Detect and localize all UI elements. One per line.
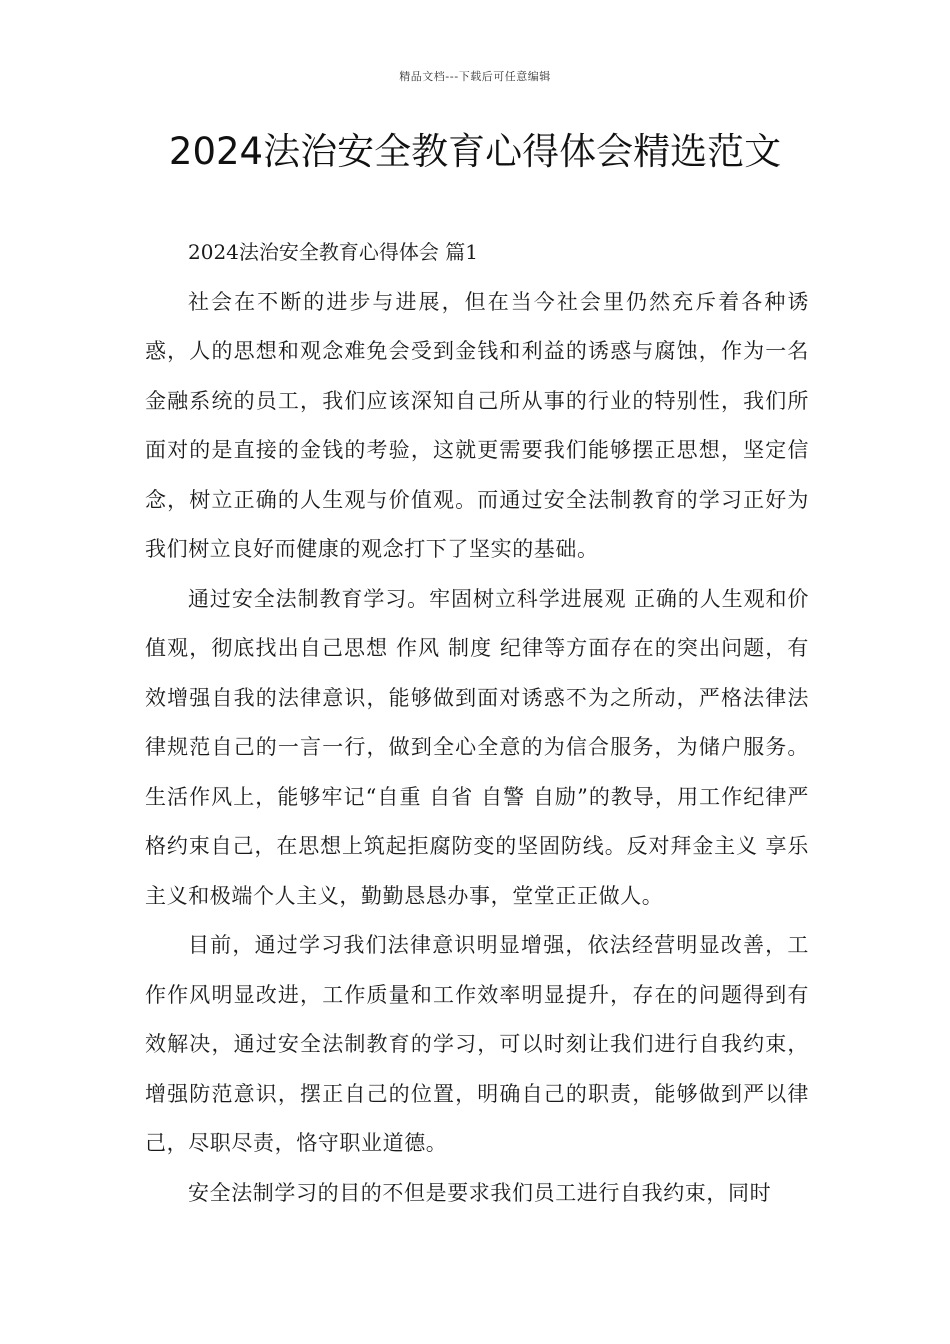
paragraph-4: 安全法制学习的目的不但是要求我们员工进行自我约束，同时: [188, 1180, 772, 1205]
paragraph-2: 通过安全法制教育学习。牢固树立科学进展观 正确的人生观和价值观，彻底找出自己思想 作风 制度 纪律等方面存在的突出问题，有效增强自我的法律意识，能够做到面对诱惑不为之所动，严格法律法律规范自己的一言一行，做到全心全意的为信合服务，为储户服务。生活作风上，能够牢记“自重 自省 自警 自励”的教导，用工作纪律严格约束自己，在思想上筑起拒腐防变的坚固防线。反对拜金主义 享乐主义和极端个人主义，勤勤恳恳办事，堂堂正正做人。: [145, 586, 809, 908]
header-note: 精品文档---下载后可任意编辑: [399, 70, 551, 83]
paragraph-3: 目前，通过学习我们法律意识明显增强，依法经营明显改善，工作作风明显改进，工作质量和工作效率明显提升，存在的问题得到有效解决，通过安全法制教育的学习，可以时刻让我们进行自我约束，增强防范意识，摆正自己的位置，明确自己的职责，能够做到严以律己，尽职尽责，恪守职业道德。: [145, 933, 809, 1155]
paragraph-1: 社会在不断的进步与进展，但在当今社会里仍然充斥着各种诱惑，人的思想和观念难免会受到金钱和利益的诱惑与腐蚀，作为一名金融系统的员工，我们应该深知自己所从事的行业的特别性，我们所面对的是直接的金钱的考验，这就更需要我们能够摆正思想，坚定信念，树立正确的人生观与价值观。而通过安全法制教育的学习正好为我们树立良好而健康的观念打下了坚实的基础。: [145, 289, 809, 561]
document-title: 2024法治安全教育心得体会精选范文: [168, 130, 782, 173]
document-body: [145, 228, 809, 1218]
section-heading: 2024法治安全教育心得体会 篇1: [188, 240, 478, 264]
